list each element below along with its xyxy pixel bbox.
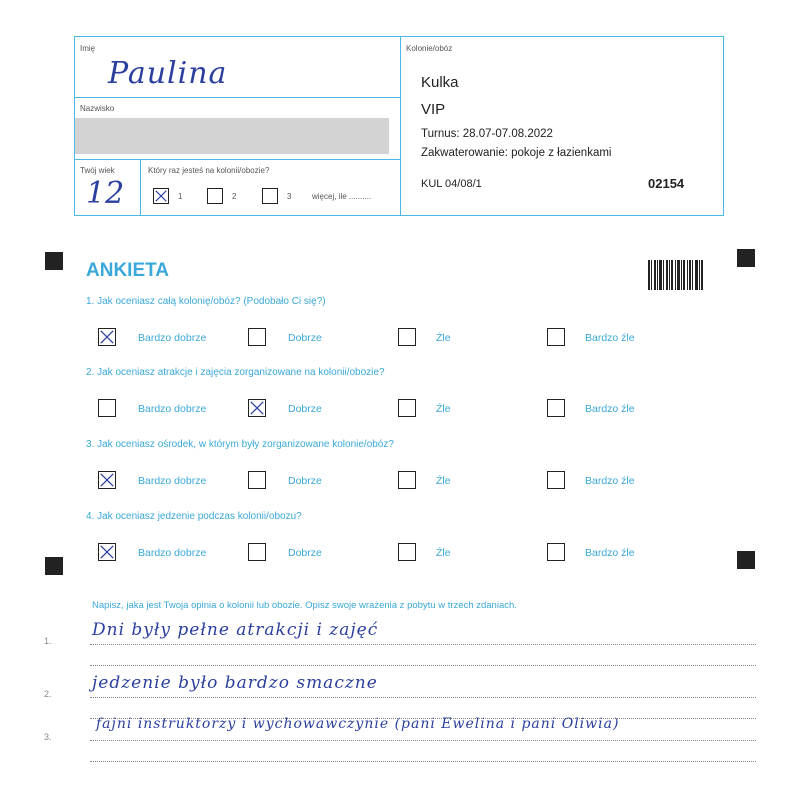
answer-checkbox[interactable] (98, 399, 116, 417)
answer-option-label: Dobrze (288, 403, 322, 415)
times-option-2: 2 (232, 192, 237, 201)
line-number: 3. (44, 732, 52, 742)
question-text: 3. Jak oceniasz ośrodek, w którym były zorganizowane kolonie/obóz? (86, 439, 394, 450)
writing-line-extra (90, 761, 756, 762)
answer-option-label: Dobrze (288, 475, 322, 487)
answer-option-label: Źle (436, 403, 451, 415)
handwritten-answer: fajni instruktorzy i wychowawczynie (pani Ewelina i pani Oliwia) (96, 716, 620, 732)
answer-option-label: Bardzo dobrze (138, 475, 207, 487)
answer-option-label: Bardzo źle (585, 332, 635, 344)
answer-option-label: Bardzo dobrze (138, 403, 207, 415)
line-number: 2. (44, 689, 52, 699)
camp-code: KUL 04/08/1 (421, 178, 482, 190)
age-value: 12 (86, 176, 125, 211)
answer-option-label: Bardzo źle (585, 547, 635, 559)
answer-option-label: Bardzo dobrze (138, 547, 207, 559)
answer-checkbox[interactable] (547, 328, 565, 346)
line-number: 1. (44, 636, 52, 646)
handwritten-answer: Dni były pełne atrakcji i zajęć (92, 620, 379, 640)
header-divider (400, 37, 401, 215)
times-box-1[interactable] (153, 188, 169, 204)
writing-line-extra (90, 665, 756, 666)
answer-option-label: Źle (436, 475, 451, 487)
camp-type: VIP (421, 101, 446, 118)
surname-label: Nazwisko (80, 104, 115, 113)
answer-checkbox[interactable] (398, 471, 416, 489)
answer-checkbox[interactable] (98, 328, 116, 346)
times-option-1: 1 (178, 192, 183, 201)
handwritten-answer: jedzenie było bardzo smaczne (92, 673, 378, 693)
answer-option-label: Dobrze (288, 547, 322, 559)
times-label: Który raz jesteś na kolonii/obozie? (148, 166, 270, 175)
form-number: 02154 (648, 176, 685, 191)
survey-title: ANKIETA (86, 260, 170, 281)
answer-option-label: Bardzo źle (585, 403, 635, 415)
answer-checkbox[interactable] (547, 399, 565, 417)
question-text: 2. Jak oceniasz atrakcje i zajęcia zorganizowane na kolonii/obozie? (86, 367, 385, 378)
answer-checkbox[interactable] (248, 399, 266, 417)
question-text: 1. Jak oceniasz całą kolonię/obóz? (Podobało Ci się?) (86, 296, 326, 307)
answer-option-label: Źle (436, 547, 451, 559)
times-box-2[interactable] (207, 188, 223, 204)
answer-option-label: Źle (436, 332, 451, 344)
answer-checkbox[interactable] (98, 543, 116, 561)
name-row-line (75, 97, 400, 98)
age-divider (140, 159, 141, 215)
barcode (648, 260, 704, 290)
surname-row-line (75, 159, 400, 160)
writing-line (90, 644, 756, 645)
question-text: 4. Jak oceniasz jedzenie podczas kolonii/obozu? (86, 511, 302, 522)
answer-checkbox[interactable] (398, 328, 416, 346)
camp-name: Kulka (421, 74, 459, 91)
name-value: Paulina (108, 56, 228, 91)
turnus: Turnus: 28.07-07.08.2022 (421, 128, 553, 140)
surname-redaction (75, 118, 389, 154)
times-option-3: 3 (287, 192, 292, 201)
registration-marker-br (737, 551, 755, 569)
accommodation: Zakwaterowanie: pokoje z łazienkami (421, 147, 612, 159)
times-more-label: więcej, ile .......... (312, 192, 372, 201)
answer-option-label: Dobrze (288, 332, 322, 344)
camp-label: Kolonie/obóz (406, 44, 453, 53)
registration-marker-tl (45, 252, 63, 270)
name-label: Imię (80, 44, 96, 53)
answer-checkbox[interactable] (547, 543, 565, 561)
answer-checkbox[interactable] (398, 543, 416, 561)
answer-checkbox[interactable] (398, 399, 416, 417)
answer-checkbox[interactable] (248, 471, 266, 489)
answer-option-label: Bardzo dobrze (138, 332, 207, 344)
writing-line (90, 697, 756, 698)
answer-checkbox[interactable] (547, 471, 565, 489)
writing-line (90, 740, 756, 741)
age-label: Twój wiek (80, 166, 115, 175)
registration-marker-tr (737, 249, 755, 267)
times-box-3[interactable] (262, 188, 278, 204)
registration-marker-bl (45, 557, 63, 575)
answer-option-label: Bardzo źle (585, 475, 635, 487)
answer-checkbox[interactable] (248, 543, 266, 561)
opinion-prompt: Napisz, jaka jest Twoja opinia o kolonii lub obozie. Opisz swoje wrażenia z pobytu w trzech zdaniach. (92, 600, 517, 611)
answer-checkbox[interactable] (98, 471, 116, 489)
answer-checkbox[interactable] (248, 328, 266, 346)
